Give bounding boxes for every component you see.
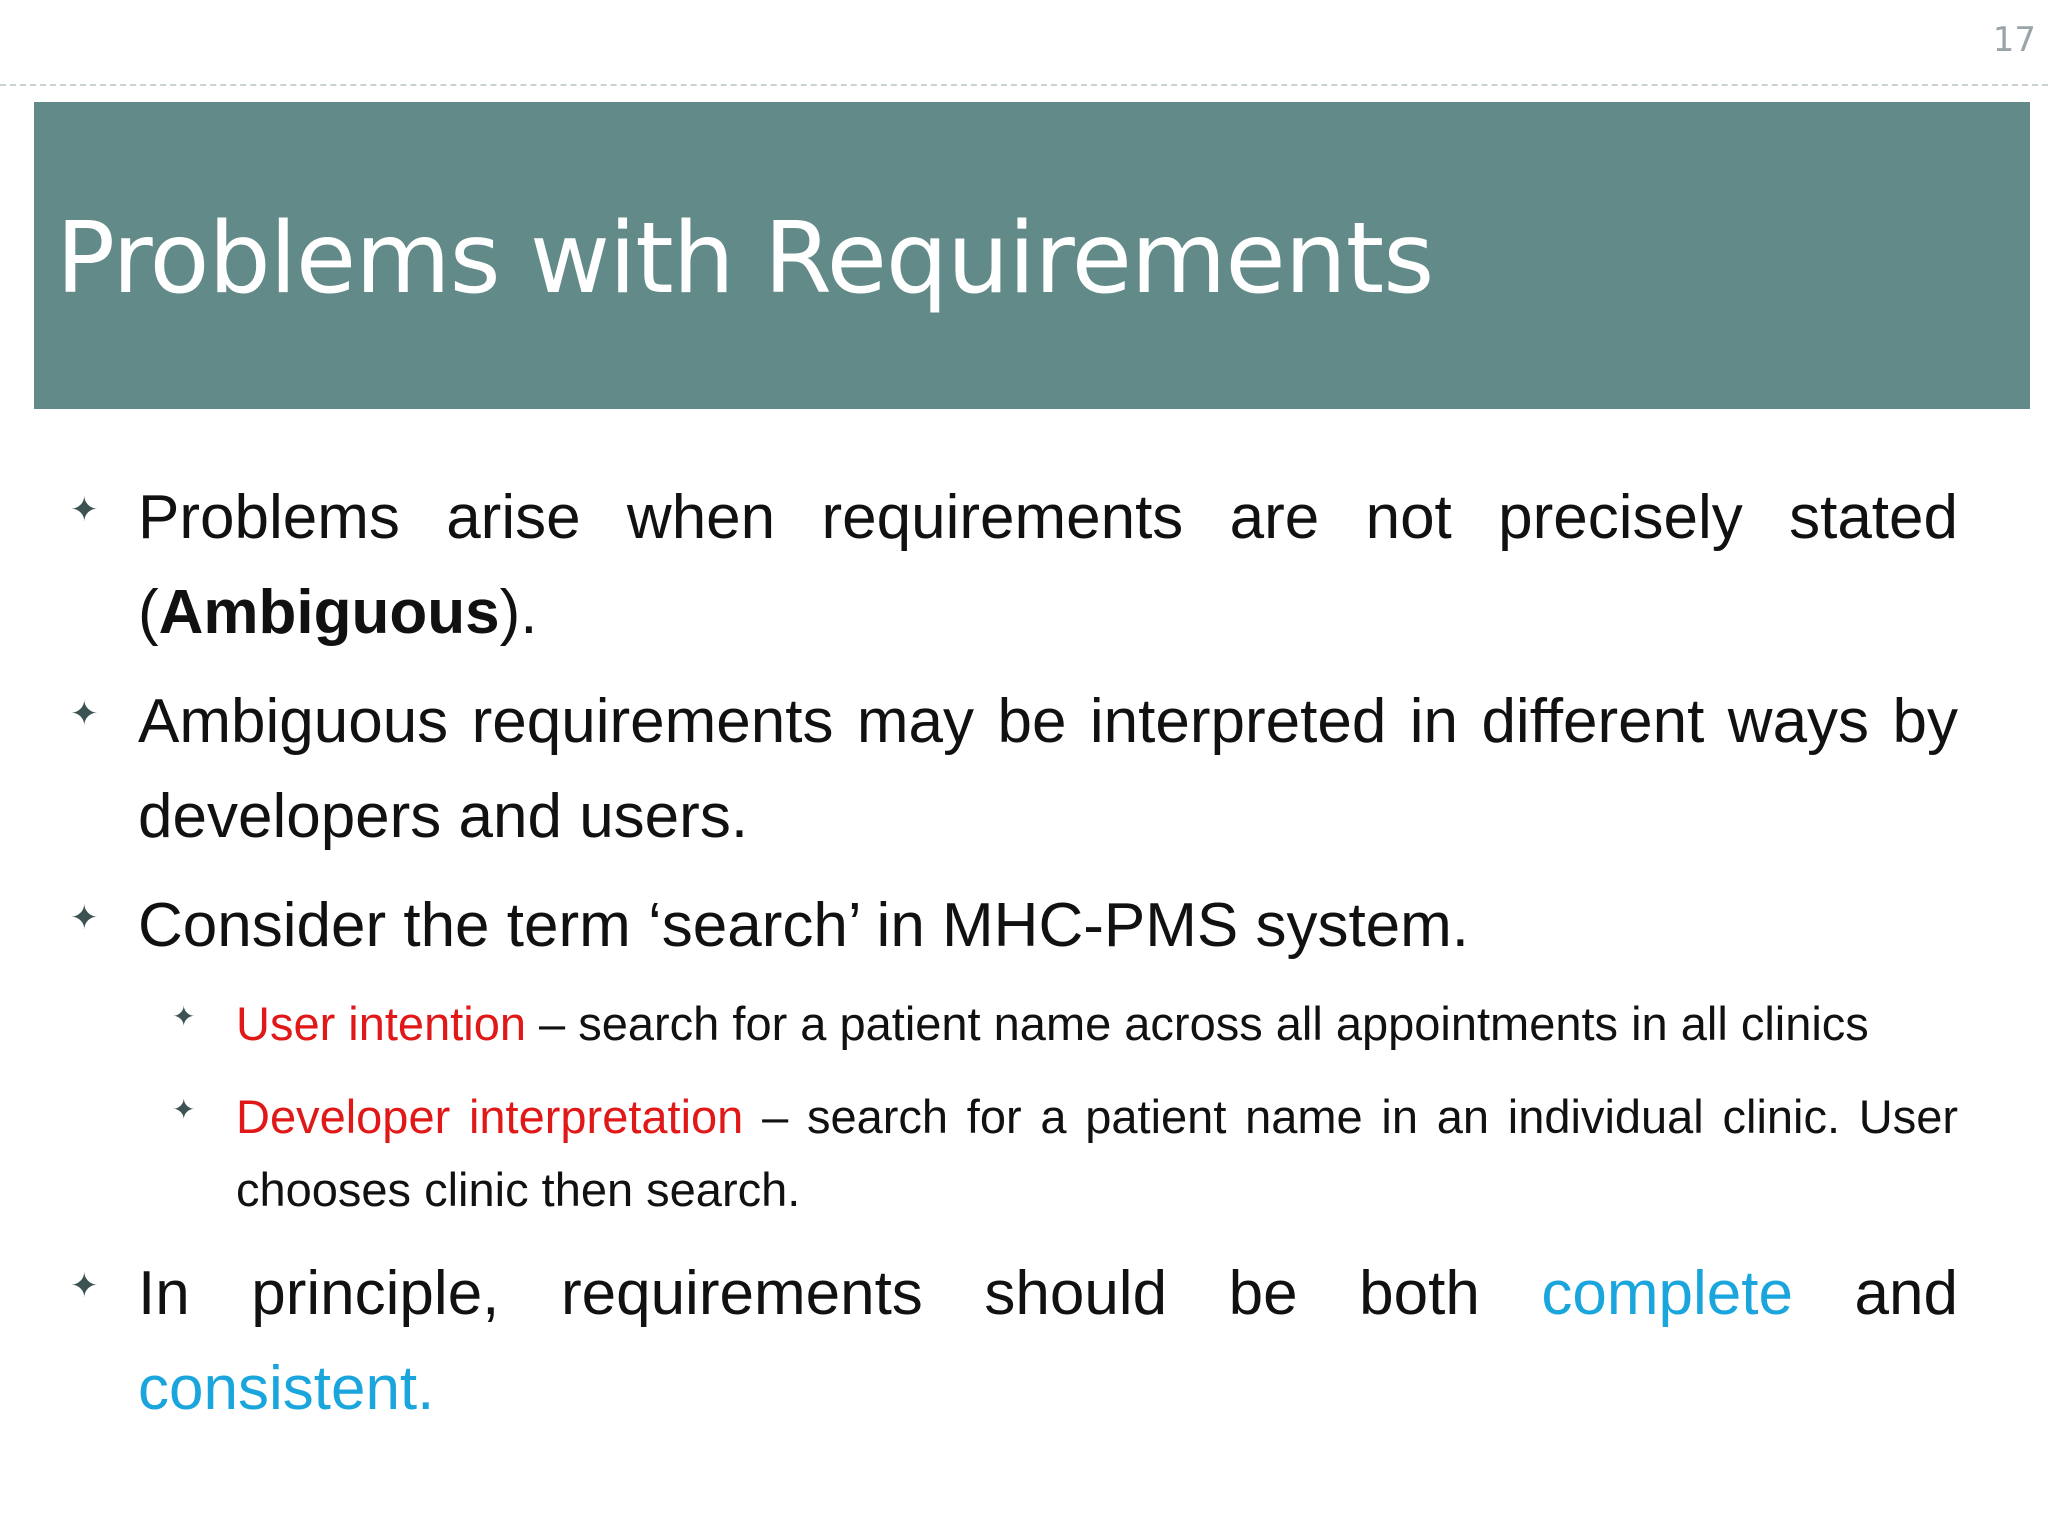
four-point-star-icon: ✦	[70, 899, 99, 937]
bullet-text: Consider the term ‘search’ in MHC-PMS system.	[138, 891, 1470, 960]
sub-bullet-developer-interpretation	[172, 1080, 1958, 1226]
bullet-text: In principle, requirements should be both	[138, 1259, 1542, 1328]
bullet-text-mid: and	[1792, 1259, 1958, 1328]
sub-bullet-highlight: Developer interpretation	[236, 1090, 744, 1143]
header-divider	[0, 84, 2048, 86]
four-point-star-icon: ✦	[172, 1001, 196, 1032]
four-point-star-icon: ✦	[70, 491, 99, 529]
bullet-ambiguous-problem	[70, 470, 1958, 660]
bullet-term-complete: complete	[1541, 1259, 1793, 1328]
four-point-star-icon: ✦	[172, 1094, 196, 1125]
four-point-star-icon: ✦	[70, 695, 99, 733]
bullet-principle	[70, 1246, 1958, 1436]
bullet-text: Problems arise when requirements are not precisely stated (	[138, 483, 1958, 647]
bullet-text-end: ).	[499, 578, 538, 647]
bullet-search-term	[70, 878, 1958, 973]
bullet-bold-term: Ambiguous	[158, 578, 500, 647]
sub-bullet-text: – search for a patient name across all appointments in all clinics	[526, 997, 1869, 1050]
bullet-list	[70, 470, 1958, 1450]
page-number: 17	[1992, 20, 2036, 60]
bullet-term-consistent: consistent.	[138, 1354, 435, 1423]
slide-title: Problems with Requirements	[56, 202, 1434, 316]
title-bar	[34, 102, 2030, 409]
sub-bullet-user-intention	[172, 987, 1958, 1060]
bullet-text: Ambiguous requirements may be interpreted in different ways by developers and users.	[138, 687, 1958, 851]
four-point-star-icon: ✦	[70, 1267, 99, 1305]
bullet-interpretation	[70, 674, 1958, 864]
sub-bullet-highlight: User intention	[236, 997, 526, 1050]
sub-bullet-text: – search for a patient name in an individual clinic. User chooses clinic then search.	[236, 1090, 1959, 1216]
